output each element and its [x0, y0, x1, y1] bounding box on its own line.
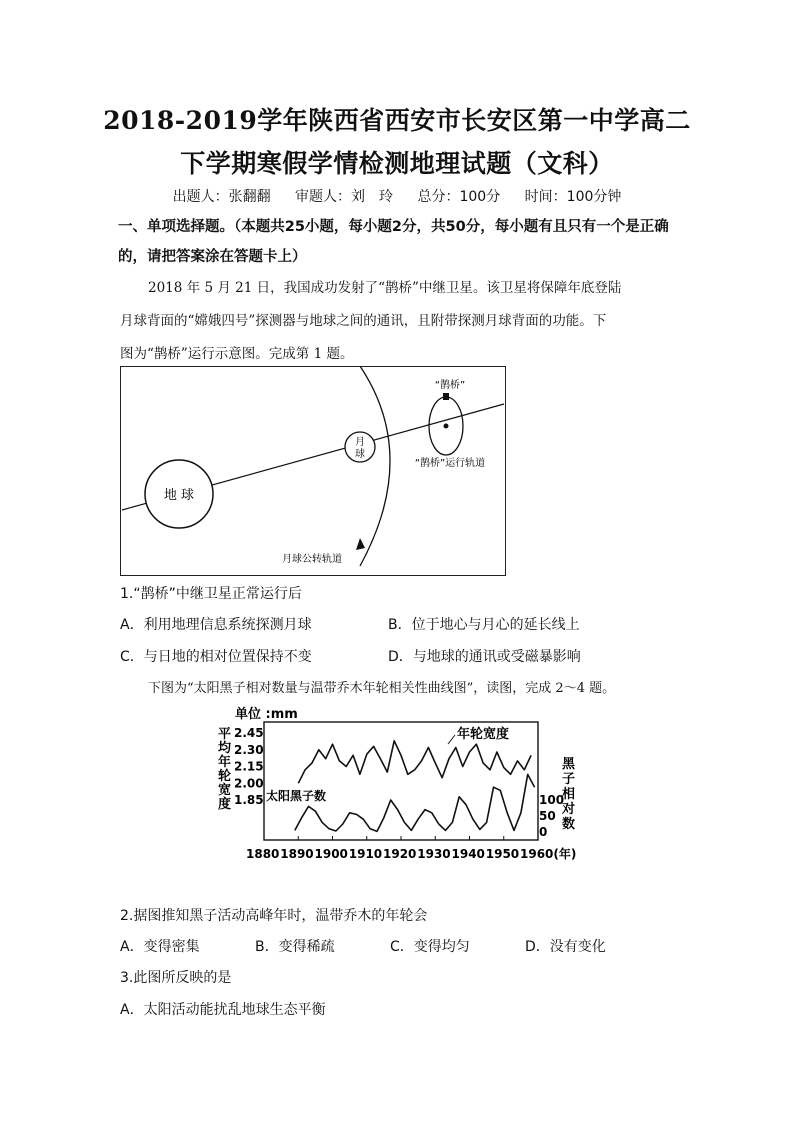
q2-option-a: A．变得密集 — [120, 939, 200, 955]
sunspot-tree-ring-chart — [210, 700, 600, 870]
right-tick-label: 50 — [539, 809, 556, 823]
right-axis-title-char: 对 — [562, 802, 576, 817]
q2-option-c: C．变得均匀 — [390, 939, 470, 955]
left-axis-ticks — [234, 726, 264, 807]
ring-label-pointer — [448, 735, 455, 744]
section-heading — [118, 212, 678, 272]
left-axis-title-char: 年 — [218, 755, 232, 770]
left-axis-title-char: 度 — [218, 797, 232, 812]
series-label-ring-width: 年轮宽度 — [457, 727, 510, 742]
author: 出题人：张翻翻 — [172, 189, 271, 205]
passage-2: 下图为“太阳黑子相对数量与温带乔木年轮相关性曲线图”，读图，完成 2～4 题。 — [148, 681, 616, 696]
x-tick-label: 1930 — [417, 847, 451, 861]
passage-1-line-3: 图为“鹊桥”运行示意图。完成第 1 题。 — [120, 346, 354, 362]
left-axis-title-char: 宽 — [218, 783, 232, 798]
series-label-sunspot: 太阳黑子数 — [266, 789, 327, 803]
q3-option-a: A．太阳活动能扰乱地球生态平衡 — [120, 1002, 326, 1018]
right-axis-title-char: 黑 — [562, 757, 576, 772]
section-heading-line-1: 一、单项选择题。（本题共25小题，每小题2分，共50分，每小题有且只有一个是正确 — [118, 219, 669, 235]
left-tick-label: 2.00 — [234, 776, 264, 791]
passage-1 — [120, 272, 680, 371]
right-tick-label: 100 — [539, 793, 565, 807]
q1-option-b: B．位于地心与月心的延长线上 — [388, 617, 580, 633]
q1-option-c: C．与日地的相对位置保持不变 — [120, 649, 312, 665]
q1-option-a: A．利用地理信息系统探测月球 — [120, 617, 312, 633]
title-line-1: 2018-2019学年陕西省西安市长安区第一中学高二 — [103, 106, 691, 135]
chart-unit: 单位 :mm — [235, 707, 298, 722]
question-2-stem: 2.据图推知黑子活动高峰年时，温带乔木的年轮会 — [120, 908, 428, 924]
moon-orbit-label: 月球公转轨道 — [282, 554, 342, 565]
left-axis-title-char: 轮 — [218, 769, 232, 784]
right-axis-ticks — [539, 793, 564, 839]
left-tick-label: 2.30 — [234, 742, 264, 757]
section-heading-line-2: 的，请把答案涂在答题卡上） — [118, 249, 307, 265]
right-axis-title-char: 相 — [562, 787, 576, 802]
left-axis-title-char: 平 — [218, 727, 232, 742]
l2-point — [444, 424, 449, 429]
q2-option-b: B．变得稀疏 — [255, 939, 335, 955]
chart-series — [295, 741, 535, 832]
x-tick-label: 1910 — [348, 847, 383, 861]
queqiao-orbit-label: “鹊桥”运行轨道 — [414, 458, 486, 469]
x-tick-label: 1900 — [314, 847, 348, 861]
total-score: 总分：100分 — [417, 189, 501, 205]
reviewer: 审题人：刘 玲 — [295, 189, 394, 205]
sunspot-line — [295, 774, 535, 831]
right-tick-label: 0 — [539, 825, 548, 839]
x-tick-label: 1890 — [280, 847, 314, 861]
exam-meta — [0, 186, 794, 206]
left-tick-label: 2.15 — [234, 759, 264, 774]
ring-width-line — [298, 741, 531, 784]
q2-option-d: D．没有变化 — [525, 939, 606, 955]
x-tick-label: 1960(年) — [520, 847, 577, 861]
earth-label: 地 球 — [163, 488, 195, 503]
right-axis-title-char: 子 — [562, 772, 576, 787]
exam-time: 时间：100分钟 — [524, 189, 622, 205]
left-axis-title-char: 均 — [218, 741, 232, 756]
queqiao-orbit-diagram — [120, 366, 506, 576]
x-tick-label: 1950 — [485, 847, 520, 861]
moon-label-top: 月 — [355, 437, 365, 448]
queqiao-label: “鹊桥” — [434, 380, 466, 391]
question-1-stem: 1.“鹊桥”中继卫星正常运行后 — [120, 586, 302, 602]
queqiao-satellite-icon — [443, 393, 449, 400]
q1-option-d: D．与地球的通讯或受磁暴影响 — [388, 649, 581, 665]
x-tick-label: 1940 — [451, 847, 485, 861]
right-axis-title-char: 数 — [562, 817, 576, 832]
passage-1-line-1: 2018 年 5 月 21 日，我国成功发射了“鹊桥”中继卫星。该卫星将保障年底登陆 — [148, 280, 622, 296]
question-3-stem: 3.此图所反映的是 — [120, 970, 232, 986]
passage-1-line-2: 月球背面的“嫦娥四号”探测器与地球之间的通讯，且附带探测月球背面的功能。下 — [120, 313, 607, 329]
moon-label-bottom: 球 — [355, 449, 365, 460]
title-line-2: 下学期寒假学情检测地理试题（文科） — [180, 149, 614, 178]
x-tick-label: 1920 — [383, 847, 417, 861]
left-tick-label: 1.85 — [234, 793, 264, 807]
left-axis-title — [218, 726, 232, 812]
x-tick-label: 1880 — [246, 847, 280, 861]
left-tick-label: 2.45 — [234, 726, 264, 740]
